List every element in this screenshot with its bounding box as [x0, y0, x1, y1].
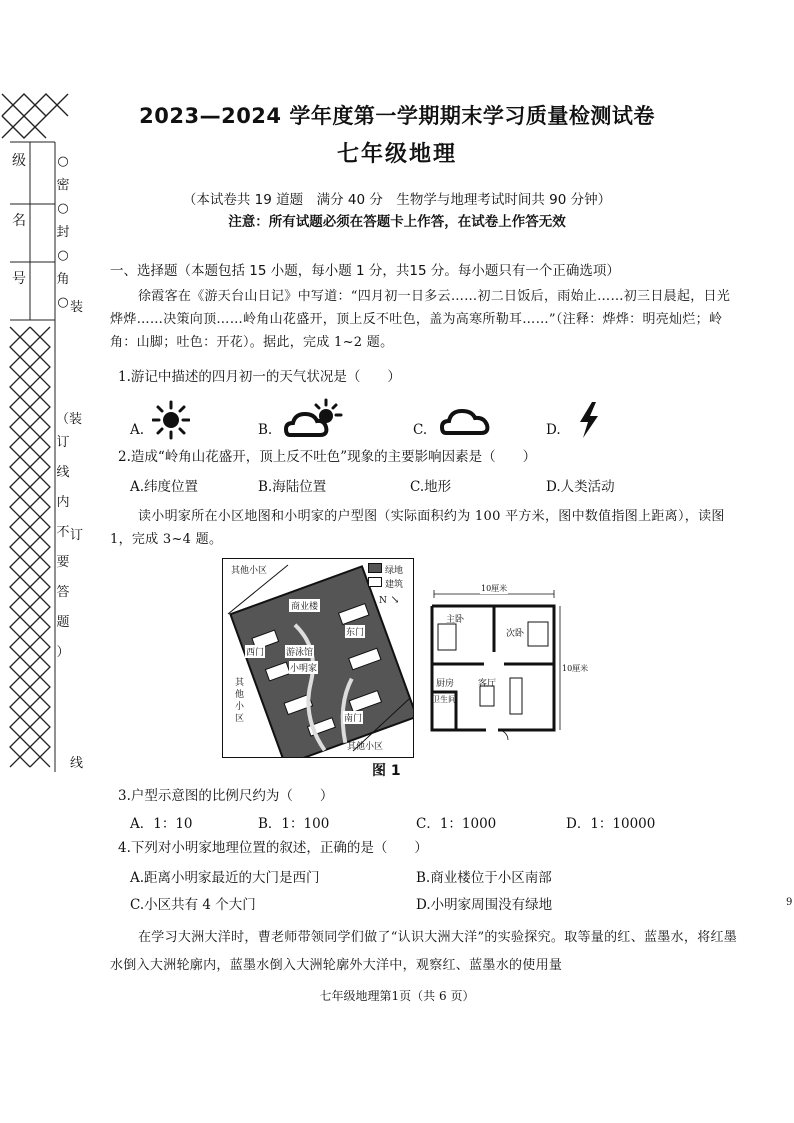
q1-option-b-label: B.: [258, 422, 273, 438]
exam-info: （本试卷共 19 道题 满分 40 分 生物学与地理考试时间共 90 分钟）: [182, 192, 612, 208]
sunny-icon: [152, 400, 190, 440]
q2-option-c: C.地形: [410, 479, 452, 495]
q4-stem: 4.下列对小明家地理位置的叙述，正确的是（ ）: [118, 840, 428, 856]
edge-mark: 9: [786, 897, 793, 908]
room-master-bedroom: 主卧: [446, 615, 465, 625]
map-bottom-label: 其他小区: [347, 742, 384, 752]
room-living-room: 客厅: [478, 679, 497, 689]
section-heading: 一、选择题（本题包括 15 小题，每小题 1 分，共15 分。每小题只有一个正确选项）: [110, 263, 620, 279]
page-footer: 七年级地理第1页（共 6 页）: [319, 989, 475, 1003]
plan-height-label: 10厘米: [562, 664, 589, 673]
plan-width-label: 10厘米: [481, 584, 508, 593]
passage-xu-xiake: 徐霞客在《游天台山日记》中写道：“四月初一日多云……初二日饭后，雨始止……初三日晨起，日光烨烨……决策向顶……岭角山花盛开，顶上反不吐色，盖为高寒所勒耳……”（注释：烨烨：明亮灿烂；岭角：山脚；吐色：开花）。据此，完成 1~2 题。: [110, 289, 731, 350]
room-second-bedroom: 次卧: [506, 629, 525, 639]
map-west-gate: 西门: [245, 645, 265, 658]
q4-option-b: B.商业楼位于小区南部: [416, 870, 552, 886]
legend-green-swatch: [368, 563, 382, 573]
q4-option-d: D.小明家周围没有绿地: [416, 897, 553, 913]
q1-option-a-label: A.: [130, 422, 145, 438]
q1-option-c-label: C.: [413, 422, 428, 438]
map-top-label: 其他小区: [231, 566, 268, 576]
legend-building-swatch: [368, 577, 382, 587]
bind-char-xian: 线: [70, 756, 84, 771]
q3-option-d: D．1：10000: [566, 816, 656, 832]
passage-continents: 在学习大洲大洋时，曹老师带领同学们做了“认识大洲大洋”的实验探究。取等量的红、蓝墨水，将红墨水倒入大洲轮廓内，蓝墨水倒入大洲轮廓外大洋中，观察红、蓝墨水的使用量: [110, 930, 738, 973]
cloudy-icon: [440, 406, 492, 436]
north-arrow: N ↘: [379, 593, 400, 606]
map-commercial-building: 商业楼: [289, 599, 320, 612]
map-south-gate: 南门: [343, 711, 363, 724]
name-label: 名: [12, 213, 26, 229]
passage-floorplan: 读小明家所在小区地图和小明家的户型图（实际面积约为 100 平方米，图中数值指图上距离），读图 1，完成 3~4 题。: [110, 509, 725, 547]
floor-plan: [428, 580, 589, 750]
partly-cloudy-icon: [284, 397, 346, 439]
room-bathroom: 卫生间: [432, 695, 456, 704]
q1-option-d-label: D.: [546, 422, 561, 438]
map-swimming-pool: 游泳馆: [285, 645, 314, 658]
map-east-gate: 东门: [345, 625, 365, 638]
bind-char-ding: 订: [70, 528, 84, 543]
seal-text: ○ 密 ○ 封 ○ 角 ○: [56, 150, 70, 315]
q4-option-c: C.小区共有 4 个大门: [130, 897, 256, 913]
exam-notice: 注意：所有试题必须在答题卡上作答，在试卷上作答无效: [228, 214, 566, 230]
q3-stem: 3.户型示意图的比例尺约为（ ）: [118, 788, 334, 804]
q2-option-d: D.人类活动: [546, 479, 615, 495]
map-left-label: 其 他 小 区: [235, 678, 245, 724]
exam-title: 2023—2024 学年度第一学期期末学习质量检测试卷: [139, 104, 655, 128]
map-xiaoming-home: 小明家: [289, 661, 318, 674]
q3-option-b: B．1：100: [258, 816, 330, 832]
map-legend: 绿地 建筑: [368, 563, 403, 591]
number-label: 号: [12, 271, 26, 287]
q4-option-a: A.距离小明家最近的大门是西门: [130, 870, 320, 886]
bind-char-zhuang: 装: [70, 300, 84, 315]
q3-option-c: C．1：1000: [416, 816, 497, 832]
class-label: 级: [12, 153, 26, 169]
seal-text-2: （装 订 线 内 不 要 答 题 ）: [56, 412, 70, 668]
q3-option-a: A．1：10: [130, 816, 193, 832]
q2-stem: 2.造成“岭角山花盛开，顶上反不吐色”现象的主要影响因素是（ ）: [118, 449, 537, 465]
q1-stem: 1.游记中描述的四月初一的天气状况是（ ）: [118, 369, 401, 385]
q2-option-a: A.纬度位置: [130, 479, 199, 495]
room-kitchen: 厨房: [436, 679, 455, 689]
lightning-icon: [574, 400, 604, 440]
exam-subtitle: 七年级地理: [336, 142, 457, 167]
floor-plan-drawing: [428, 580, 578, 750]
north-label: N: [379, 596, 387, 606]
q2-option-b: B.海陆位置: [258, 479, 327, 495]
community-map: [222, 558, 414, 758]
figure-caption: 图 1: [372, 763, 401, 779]
